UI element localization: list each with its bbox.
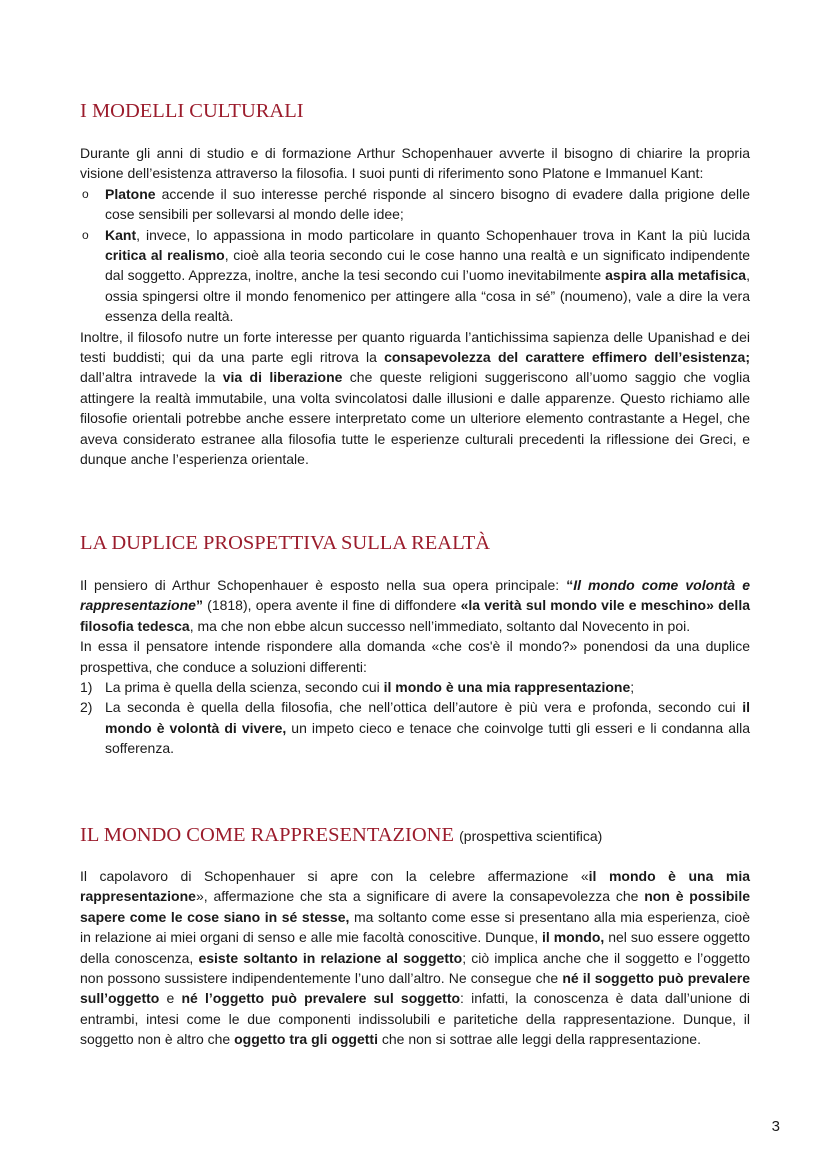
list-item xyxy=(80,225,750,327)
bold-text: “ xyxy=(566,577,574,593)
bold-text: consapevolezza del carattere effimero dell’esistenza; xyxy=(384,349,750,366)
bullet-list xyxy=(80,184,750,327)
text: , cioè alla teoria secondo cui le cose hanno una realtà e un significato indipendente dal soggetto. Apprezza, inoltre, anche la tesi secondo cui l’uomo inevitabilmente xyxy=(105,247,751,284)
text: dall’altra intravede la xyxy=(80,369,223,386)
bold-text: esiste soltanto in relazione al soggetto xyxy=(198,949,463,966)
text: , ma che non ebbe alcun successo nell’immediato, soltanto dal Novecento in poi. xyxy=(189,617,691,634)
bold-text: via di liberazione xyxy=(222,369,343,386)
text: nel suo essere oggetto della conoscenza, xyxy=(80,929,750,966)
numbered-list xyxy=(80,677,750,759)
list-number: 1) xyxy=(80,679,93,696)
section-title-duplice-prospettiva: LA DUPLICE PROSPETTIVA SULLA REALTÀ xyxy=(80,532,491,554)
list-number: 2) xyxy=(80,699,93,716)
text: che non si sottrae alle leggi della rappresentazione. xyxy=(377,1031,701,1048)
body-paragraph: In essa il pensatore intende rispondere alla domanda «che cos'è il mondo?» ponendosi da una duplice prospettiva, che conduce a soluzioni differenti: xyxy=(80,638,750,675)
section-title-text: IL MONDO COME RAPPRESENTAZIONE xyxy=(80,824,455,846)
text: La seconda è quella della filosofia, che nell’ottica dell’autore è più vera e profonda, secondo cui xyxy=(105,699,743,716)
text: accende il suo interesse perché risponde al sincero bisogno di evadere dalla prigione delle cose sensibili per sollevarsi al mondo delle idee; xyxy=(105,185,750,223)
bold-text: il mondo, xyxy=(542,929,605,946)
section-subtitle: (prospettiva scientifica) xyxy=(459,828,603,844)
bullet-marker: o xyxy=(82,186,89,201)
bold-text: ” xyxy=(195,597,203,614)
section-body-duplice-prospettiva xyxy=(80,575,750,759)
bold-text: il mondo è una mia rappresentazione xyxy=(80,868,750,905)
body-paragraph xyxy=(80,866,750,1050)
body-paragraph xyxy=(80,575,750,636)
text: ; ciò implica anche che il soggetto e l’oggetto non possono sussistere indipendentemente l’uno dall’altro. Ne consegue che xyxy=(80,949,751,987)
bold-text: il mondo è volontà di vivere, xyxy=(105,699,750,736)
bold-text: né il soggetto può prevalere sull’oggetto xyxy=(80,970,750,1007)
text: e xyxy=(159,990,182,1007)
list-item xyxy=(80,697,750,758)
text: : infatti, la conoscenza è data dall’unione di entrambi, intesi come le due componenti indissolubili e paritetiche della rappresentazione. Dunque, il soggetto non è altro che xyxy=(80,990,750,1048)
list-item xyxy=(80,677,750,697)
bold-text: Kant xyxy=(105,226,137,243)
section-body-mondo-rappresentazione xyxy=(80,866,750,1050)
bold-text: il mondo è una mia rappresentazione xyxy=(383,679,631,696)
bold-text: aspira alla metafisica xyxy=(605,267,747,284)
text: , ossia spingersi oltre il mondo fenomenico per attingere alla “cosa in sé” (noumeno), vale a dire la vera essenza della realtà. xyxy=(105,267,750,325)
bold-text: né l’oggetto può prevalere sul soggetto xyxy=(181,990,461,1007)
bold-text: critica al realismo xyxy=(105,247,225,264)
page-number: 3 xyxy=(771,1118,780,1135)
bold-text: «la verità sul mondo vile e meschino» della filosofia tedesca xyxy=(80,597,750,634)
bold-text: Platone xyxy=(105,185,156,202)
text: Il pensiero di Arthur Schopenhauer è esposto nella sua opera principale: xyxy=(80,577,567,593)
bold-text: oggetto tra gli oggetti xyxy=(234,1031,378,1048)
book-title: Il mondo come volontà e rappresentazione xyxy=(80,577,750,614)
text: », affermazione che sta a significare di avere la consapevolezza che xyxy=(195,888,645,905)
text: (1818), opera avente il fine di diffondere xyxy=(202,597,461,614)
bold-text: non è possibile sapere come le cose siano in sé stesse, xyxy=(80,888,750,925)
text: un impeto cieco e tenace che coinvolge tutti gli esseri e li condanna alla sofferenza. xyxy=(105,719,751,757)
section-title-mondo-rappresentazione xyxy=(80,824,602,847)
section-body-modelli-culturali xyxy=(80,143,750,470)
section-title-modelli-culturali: I MODELLI CULTURALI xyxy=(80,100,304,122)
intro-paragraph: Durante gli anni di studio e di formazione Arthur Schopenhauer avverte il bisogno di chiarire la propria visione dell’esistenza attraverso la filosofia. I suoi punti di riferimento sono Platone e Immanuel Kant: xyxy=(80,145,750,182)
text: che queste religioni suggeriscono all’uomo saggio che voglia attingere la realtà immutabile, una volta svincolatosi dalle illusioni e dalle apparenze. Questo richiamo alle filosofie orientali potrebbe anche essere interpretato come un ulteriore elemento contrastante a Hegel, che aveva considerato estranee alla filosofia tutte le esperienze culturali precedenti la riflessione dei Greci, e dunque anche l’esperienza orientale. xyxy=(80,369,750,468)
body-paragraph xyxy=(80,327,750,470)
list-item xyxy=(80,184,750,225)
text: ma soltanto come esse si presentano alla mia esperienza, cioè in relazione ai miei organi di senso e alle mie facoltà conoscitive. Dunque, xyxy=(80,908,751,946)
text: , invece, lo appassiona in modo particolare in quanto Schopenhauer trova in Kant la più lucida xyxy=(136,226,750,243)
text: ; xyxy=(630,679,635,696)
bullet-marker: o xyxy=(82,227,89,242)
text: La prima è quella della scienza, secondo cui xyxy=(105,679,384,696)
text: Il capolavoro di Schopenhauer si apre con la celebre affermazione « xyxy=(80,868,589,884)
text: Inoltre, il filosofo nutre un forte interesse per quanto riguarda l’antichissima sapienza delle Upanishad e dei testi buddisti; qui da una parte egli ritrova la xyxy=(80,328,750,366)
